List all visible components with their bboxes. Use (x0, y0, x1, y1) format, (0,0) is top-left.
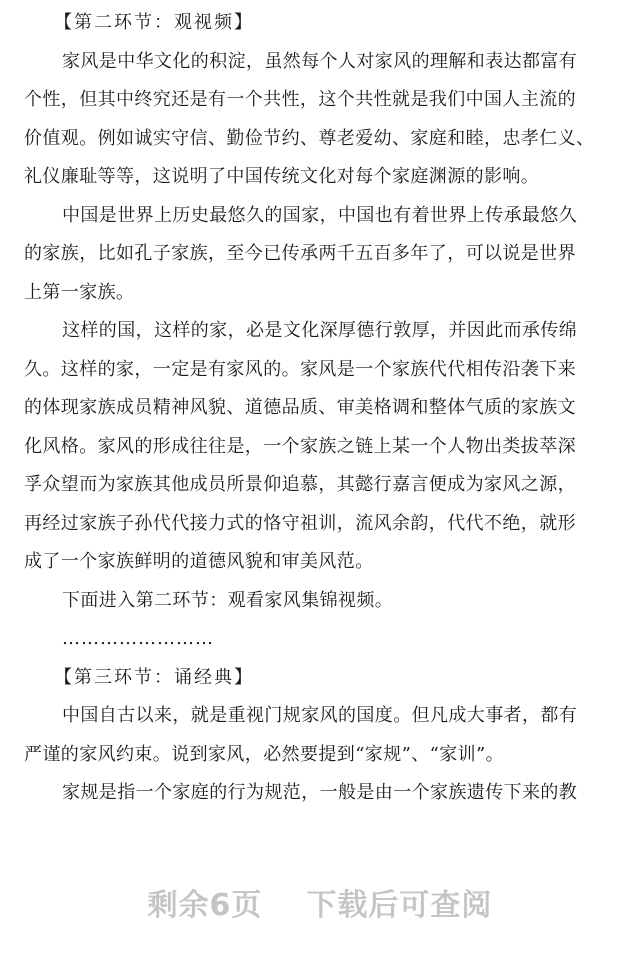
paragraph-line: 再经过家族子孙代代接力式的恪守祖训，流风余韵，代代不绝，就形 (24, 512, 576, 534)
paragraph-line: 上第一家族。 (24, 281, 135, 303)
paragraph-line: 中国自古以来，就是重视门规家风的国度。但凡成大事者，都有 (62, 705, 578, 726)
paragraph-line: 中国是世界上历史最悠久的国家，中国也有着世界上传承最悠久 (62, 204, 578, 226)
paragraph-line: 成了一个家族鲜明的道德风貌和审美风范。 (24, 551, 374, 572)
paragraph-line: 化风格。家风的形成往往是，一个家族之链上某一个人物出类拔萃深 (24, 435, 576, 457)
paragraph-line: 家风是中华文化的积淀，虽然每个人对家风的理解和表达都富有 (62, 50, 578, 72)
paragraph-line: 下面进入第二环节：观看家风集锦视频。 (62, 589, 394, 611)
paragraph-line: 的家族，比如孔子家族，至今已传承两千五百多年了，可以说是世界 (24, 243, 576, 264)
remaining-pages-label: 剩余6页 (147, 888, 263, 923)
paragraph-line: 严谨的家风约束。说到家风，必然要提到“家规”、“家训”。 (24, 743, 505, 765)
paragraph-line: 久。这样的家，一定是有家风的。家风是一个家族代代相传沿袭下来 (24, 358, 576, 380)
paragraph-line: 礼仪廉耻等等，这说明了中国传统文化对每个家庭渊源的影响。 (24, 166, 540, 187)
download-to-view-label: 下载后可查阅 (306, 888, 493, 923)
paragraph-line: 这样的国，这样的家，必是文化深厚德行敦厚，并因此而承传绵 (62, 320, 578, 341)
paragraph-line: 孚众望而为家族其他成员所景仰追慕，其懿行嘉言便成为家风之源， (24, 474, 576, 495)
document-content (24, 4, 622, 813)
section-heading-3: 【第三环节：诵经典】 (54, 666, 254, 688)
download-banner[interactable] (0, 880, 640, 924)
section-heading-2: 【第二环节：观视频】 (54, 12, 254, 33)
paragraph-line: 家规是指一个家庭的行为规范，一般是由一个家族遗传下来的教 (62, 782, 578, 803)
paragraph-line: 的体现家族成员精神风貌、道德品质、审美格调和整体气质的家族文 (24, 397, 576, 418)
paragraph-line: 价值观。例如诚实守信、勤俭节约、尊老爱幼、家庭和睦，忠孝仁义、 (24, 127, 595, 149)
paragraph-line: 个性，但其中终究还是有一个共性，这个共性就是我们中国人主流的 (24, 89, 576, 110)
dotted-separator: …………………… (62, 628, 214, 649)
